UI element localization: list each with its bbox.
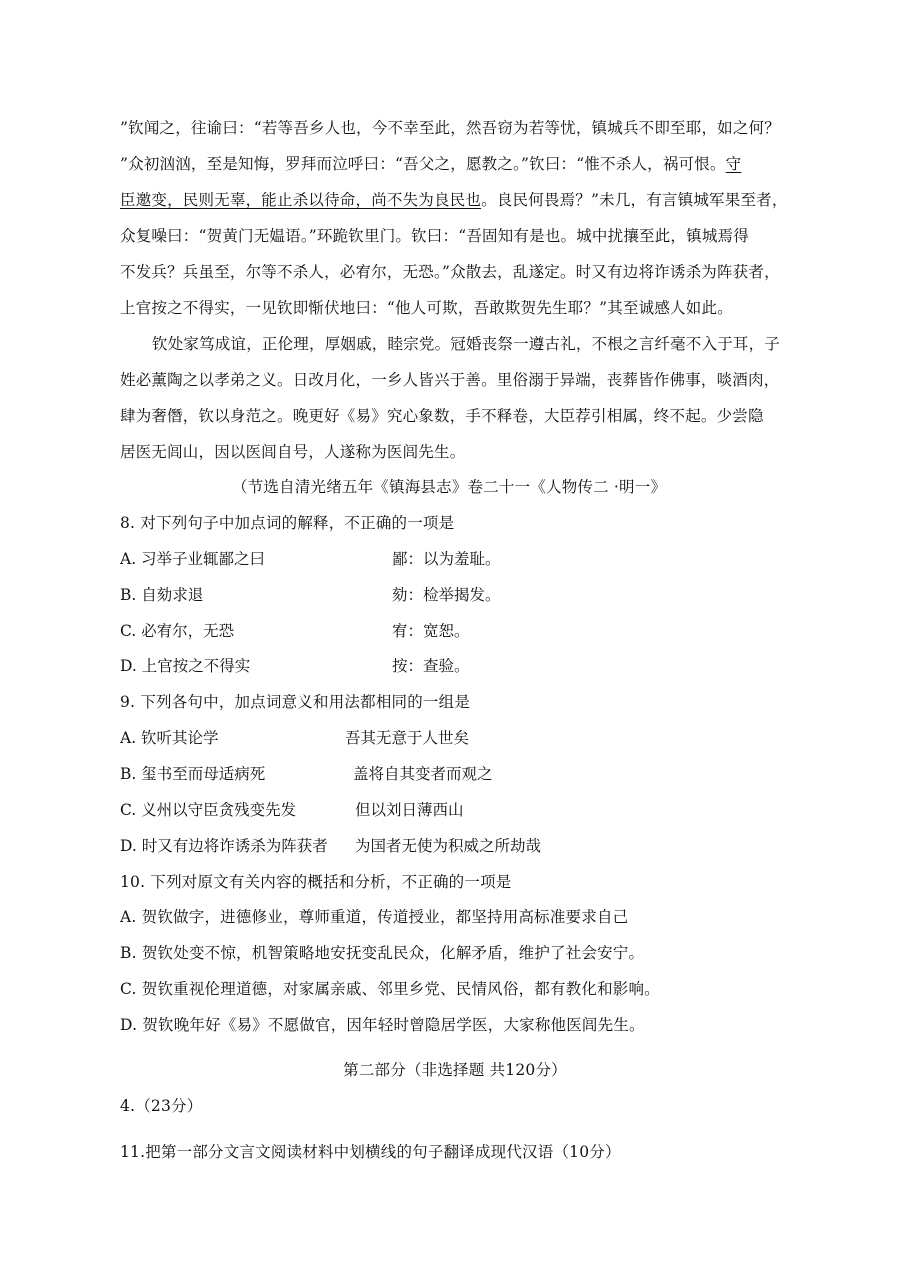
q9-option-b-compare: 盖将自其变者而观之: [353, 765, 493, 783]
q9-option-b: B. 玺书至而母适病死: [120, 765, 266, 783]
passage-line: ”钦闻之，往谕曰：“若等吾乡人也，今不幸至此，然吾窃为若等忧，镇城兵不即至耶，如之何？: [120, 119, 780, 137]
passage-line: 钦处家笃成谊，正伦理，厚姻戚，睦宗党。冠婚丧祭一遵古礼，不根之言纤毫不入于耳，子: [152, 335, 781, 353]
q8-option-a: A. 习举子业辄鄙之曰: [120, 550, 266, 568]
q9-option-c: C. 义州以守臣贪残变先发: [120, 801, 297, 819]
passage-source: （节选自清光绪五年《镇海县志》卷二十一《人物传二 ·明一》: [232, 478, 667, 496]
passage-text: ”众初汹汹，至是知悔，罗拜而泣呼曰：“吾父之，愿教之。”钦曰：“惟不杀人，祸可恨。: [120, 155, 726, 173]
passage-line: 姓必薰陶之以孝弟之义。日改月化，一乡人皆兴于善。里俗溺于异端，丧葬皆作佛事，啖酒肉，: [120, 371, 780, 389]
question-8-stem: 8. 对下列句子中加点词的解释，不正确的一项是: [120, 514, 455, 532]
question-9-stem: 9. 下列各句中，加点词意义和用法都相同的一组是: [120, 693, 471, 711]
underlined-sentence-start: 守: [725, 155, 742, 173]
q9-option-d: D. 时又有边将诈诱杀为阵获者: [120, 837, 328, 855]
passage-line: 不发兵？兵虽至，尔等不杀人，必宥尔，无恐。”众散去，乱遂定。时又有边将诈诱杀为阵获者，: [120, 263, 780, 281]
q8-option-d: D. 上官按之不得实: [120, 657, 251, 675]
q8-option-c-explanation: 宥：宽恕。: [392, 622, 470, 640]
q9-option-a: A. 钦听其论学: [120, 729, 219, 747]
q9-option-a-compare: 吾其无意于人世矣: [345, 729, 470, 747]
underlined-sentence: 臣邀变，民则无辜，能止杀以待命，尚不失为良民也: [120, 191, 482, 209]
question-4-header: 4.（23分）: [120, 1097, 203, 1115]
passage-line: [120, 154, 810, 174]
q10-option-b: B. 贺钦处变不惊，机智策略地安抚变乱民众，化解矛盾，维护了社会安宁。: [120, 944, 645, 962]
q8-option-b-explanation: 劾：检举揭发。: [392, 586, 501, 604]
q8-option-c: C. 必宥尔，无恐: [120, 622, 235, 640]
q8-option-b: B. 自劾求退: [120, 586, 204, 604]
question-10-stem: 10. 下列对原文有关内容的概括和分析，不正确的一项是: [120, 873, 512, 891]
passage-line: 众复噪曰：“贺黄门无媪语。”环跪钦里门。钦曰：“吾固知有是也。城中扰攘至此，镇城焉得: [120, 227, 749, 245]
part-2-heading: 第二部分（非选择题 共120分）: [343, 1061, 567, 1079]
q9-option-d-compare: 为国者无使为积威之所劫哉: [355, 837, 542, 855]
q8-option-d-explanation: 按：查验。: [392, 657, 470, 675]
q8-option-a-explanation: 鄙：以为羞耻。: [392, 550, 501, 568]
passage-line: 居医无闾山，因以医闾自号，人遂称为医闾先生。: [120, 443, 466, 461]
q9-option-c-compare: 但以刘日薄西山: [355, 801, 464, 819]
passage-line: 上官按之不得实，一见钦即惭伏地曰：“他人可欺，吾敢欺贺先生耶？”其至诚感人如此。: [120, 299, 733, 317]
q10-option-d: D. 贺钦晚年好《易》不愿做官，因年轻时曾隐居学医，大家称他医闾先生。: [120, 1016, 645, 1034]
question-11-stem: 11.把第一部分文言文阅读材料中划横线的句子翻译成现代汉语（10分）: [120, 1143, 621, 1161]
passage-line: [120, 190, 810, 210]
passage-line: 肆为奢僭，钦以身范之。晚更好《易》究心象数，手不释卷，大臣荐引相属，终不起。少尝隐: [120, 407, 764, 425]
q10-option-c: C. 贺钦重视伦理道德，对家属亲戚、邻里乡党、民情风俗，都有教化和影响。: [120, 980, 660, 998]
q10-option-a: A. 贺钦做字，进德修业，尊师重道，传道授业，都坚持用高标准要求自己: [120, 908, 629, 926]
passage-text: 。良民何畏焉？”未几，有言镇城军果至者，: [481, 191, 788, 209]
